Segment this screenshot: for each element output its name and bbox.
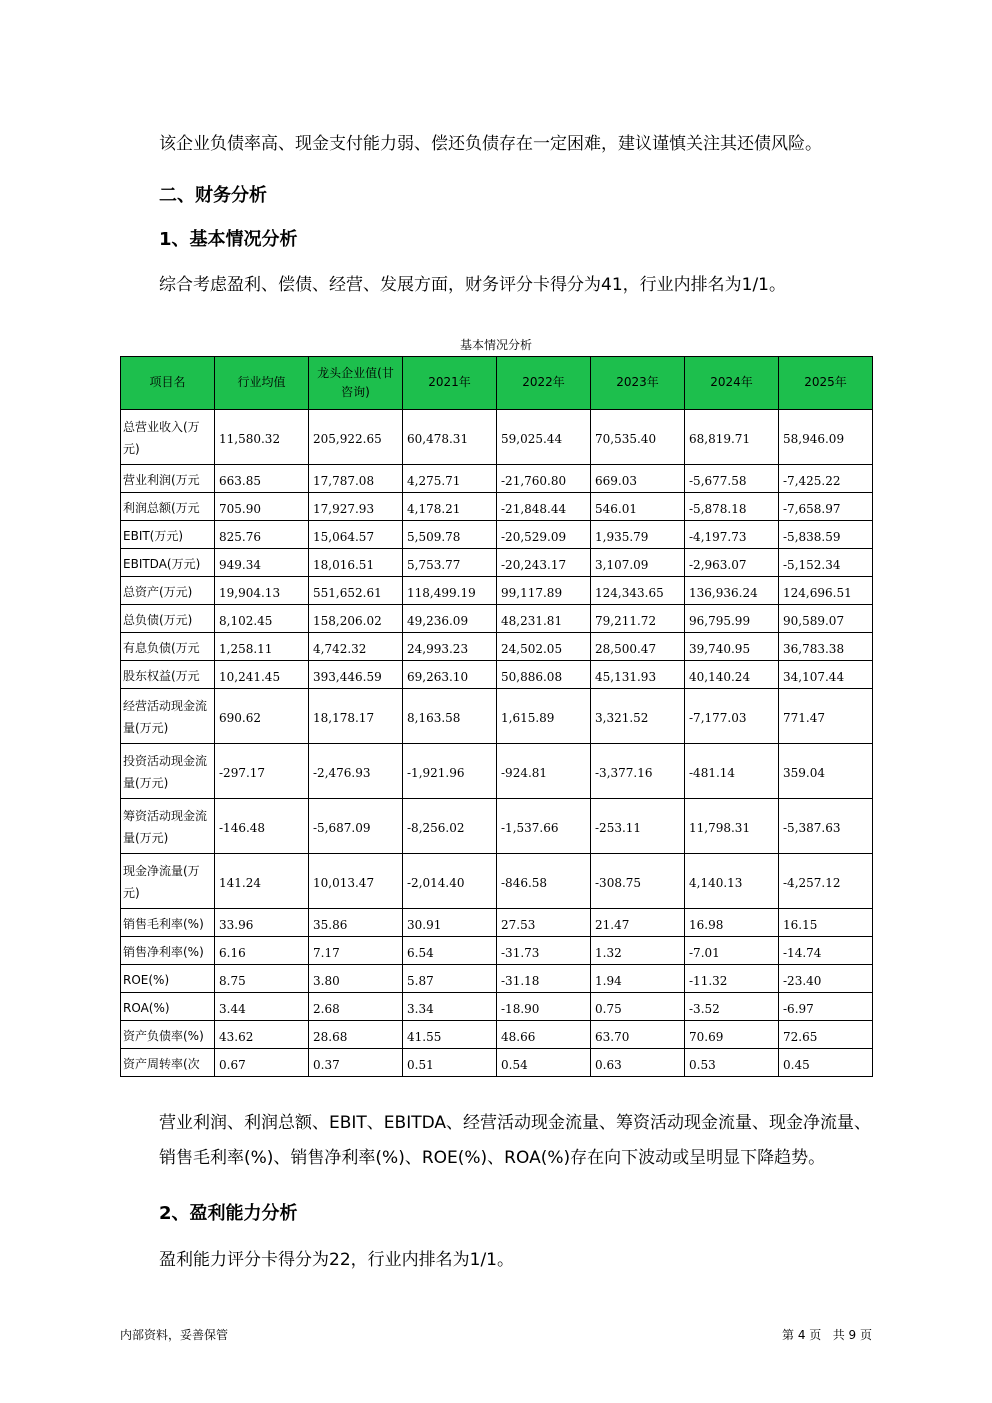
table-cell: 2.68	[309, 993, 403, 1021]
column-header: 2021年	[403, 357, 497, 410]
table-cell: 59,025.44	[497, 410, 591, 465]
table-cell: -3,377.16	[591, 744, 685, 799]
table-cell: 10,013.47	[309, 854, 403, 909]
table-cell: 28,500.47	[591, 633, 685, 661]
table-row	[121, 1021, 873, 1049]
table-row	[121, 410, 873, 465]
table-cell: -5,677.58	[685, 465, 779, 493]
table-cell: 669.03	[591, 465, 685, 493]
table-cell: 60,478.31	[403, 410, 497, 465]
table-caption: 基本情况分析	[459, 338, 532, 352]
table-cell: 58,946.09	[779, 410, 873, 465]
table-cell: 705.90	[215, 493, 309, 521]
table-cell: -7,177.03	[685, 689, 779, 744]
table-cell: 39,740.95	[685, 633, 779, 661]
table-cell: 28.68	[309, 1021, 403, 1049]
table-cell: -5,152.34	[779, 549, 873, 577]
table-header-row	[121, 357, 873, 410]
table-cell: 5.87	[403, 965, 497, 993]
column-header: 龙头企业值(甘咨询)	[309, 357, 403, 410]
table-cell: 24,993.23	[403, 633, 497, 661]
table-cell: 551,652.61	[309, 577, 403, 605]
table-cell: 546.01	[591, 493, 685, 521]
table-cell: 7.17	[309, 937, 403, 965]
table-row	[121, 854, 873, 909]
table-row	[121, 493, 873, 521]
row-label: 资产周转率(次	[121, 1049, 215, 1077]
table-cell: 50,886.08	[497, 661, 591, 689]
table-cell: 0.51	[403, 1049, 497, 1077]
table-cell: 19,904.13	[215, 577, 309, 605]
table-cell: 10,241.45	[215, 661, 309, 689]
table-cell: 36,783.38	[779, 633, 873, 661]
table-cell: 124,343.65	[591, 577, 685, 605]
table-cell: 41.55	[403, 1021, 497, 1049]
table-cell: -7.01	[685, 937, 779, 965]
table-cell: 3.34	[403, 993, 497, 1021]
table-row	[121, 577, 873, 605]
table-cell: 17,787.08	[309, 465, 403, 493]
table-cell: -3.52	[685, 993, 779, 1021]
row-label: 销售净利率(%)	[121, 937, 215, 965]
column-header: 2023年	[591, 357, 685, 410]
table-cell: -924.81	[497, 744, 591, 799]
row-label: 投资活动现金流量(万元)	[121, 744, 215, 799]
table-cell: 205,922.65	[309, 410, 403, 465]
table-cell: -481.14	[685, 744, 779, 799]
row-label: 筹资活动现金流量(万元)	[121, 799, 215, 854]
table-cell: 33.96	[215, 909, 309, 937]
table-cell: 949.34	[215, 549, 309, 577]
table-cell: 11,798.31	[685, 799, 779, 854]
row-label: 总营业收入(万元)	[121, 410, 215, 465]
table-cell: -2,014.40	[403, 854, 497, 909]
table-cell: 1.32	[591, 937, 685, 965]
table-cell: 5,509.78	[403, 521, 497, 549]
table-cell: 70,535.40	[591, 410, 685, 465]
table-cell: 690.62	[215, 689, 309, 744]
table-row	[121, 465, 873, 493]
table-cell: 16.15	[779, 909, 873, 937]
table-cell: 0.45	[779, 1049, 873, 1077]
table-cell: -4,197.73	[685, 521, 779, 549]
table-cell: 69,263.10	[403, 661, 497, 689]
table-cell: 48,231.81	[497, 605, 591, 633]
table-cell: 49,236.09	[403, 605, 497, 633]
table-cell: -31.73	[497, 937, 591, 965]
table-cell: 4,140.13	[685, 854, 779, 909]
row-label: 经营活动现金流量(万元)	[121, 689, 215, 744]
table-cell: -308.75	[591, 854, 685, 909]
table-cell: -7,425.22	[779, 465, 873, 493]
table-cell: 68,819.71	[685, 410, 779, 465]
table-cell: -5,838.59	[779, 521, 873, 549]
table-cell: 72.65	[779, 1021, 873, 1049]
table-row	[121, 689, 873, 744]
table-cell: 16.98	[685, 909, 779, 937]
row-label: 利润总额(万元	[121, 493, 215, 521]
table-cell: 99,117.89	[497, 577, 591, 605]
table-cell: -7,658.97	[779, 493, 873, 521]
subsection-title-profit: 2、盈利能力分析	[159, 1203, 298, 1224]
table-cell: -14.74	[779, 937, 873, 965]
table-cell: 6.54	[403, 937, 497, 965]
table-row	[121, 661, 873, 689]
table-cell: -6.97	[779, 993, 873, 1021]
page-number: 第 4 页 共 9 页	[782, 1328, 872, 1342]
table-row	[121, 521, 873, 549]
table-cell: 0.54	[497, 1049, 591, 1077]
table-cell: 0.75	[591, 993, 685, 1021]
column-header: 行业均值	[215, 357, 309, 410]
table-cell: 11,580.32	[215, 410, 309, 465]
row-label: EBITDA(万元)	[121, 549, 215, 577]
table-cell: 1,615.89	[497, 689, 591, 744]
table-cell: 1,935.79	[591, 521, 685, 549]
table-cell: -1,537.66	[497, 799, 591, 854]
table-cell: 90,589.07	[779, 605, 873, 633]
table-cell: -4,257.12	[779, 854, 873, 909]
table-row	[121, 965, 873, 993]
table-cell: 4,742.32	[309, 633, 403, 661]
table-cell: 30.91	[403, 909, 497, 937]
table-cell: 118,499.19	[403, 577, 497, 605]
table-cell: 0.67	[215, 1049, 309, 1077]
table-row	[121, 909, 873, 937]
table-cell: 8,163.58	[403, 689, 497, 744]
footer-note: 内部资料，妥善保管	[120, 1328, 229, 1342]
table-cell: 4,178.21	[403, 493, 497, 521]
table-cell: -31.18	[497, 965, 591, 993]
table-body	[121, 410, 873, 1077]
table-cell: 0.53	[685, 1049, 779, 1077]
row-label: 现金净流量(万元)	[121, 854, 215, 909]
table-row	[121, 799, 873, 854]
table-row	[121, 937, 873, 965]
table-row	[121, 605, 873, 633]
table-cell: 21.47	[591, 909, 685, 937]
table-cell: -5,387.63	[779, 799, 873, 854]
table-cell: 5,753.77	[403, 549, 497, 577]
column-header: 2025年	[779, 357, 873, 410]
table-cell: 3.44	[215, 993, 309, 1021]
section-title: 二、财务分析	[159, 185, 267, 206]
column-header: 项目名	[121, 357, 215, 410]
row-label: ROE(%)	[121, 965, 215, 993]
table-cell: 18,016.51	[309, 549, 403, 577]
table-cell: 141.24	[215, 854, 309, 909]
row-label: 总负债(万元)	[121, 605, 215, 633]
table-cell: 45,131.93	[591, 661, 685, 689]
table-cell: 70.69	[685, 1021, 779, 1049]
table-cell: 1.94	[591, 965, 685, 993]
table-cell: 825.76	[215, 521, 309, 549]
table-cell: 24,502.05	[497, 633, 591, 661]
table-cell: -1,921.96	[403, 744, 497, 799]
table-cell: -20,243.17	[497, 549, 591, 577]
table-cell: -5,878.18	[685, 493, 779, 521]
table-cell: 663.85	[215, 465, 309, 493]
table-cell: -20,529.09	[497, 521, 591, 549]
table-cell: 359.04	[779, 744, 873, 799]
column-header: 2022年	[497, 357, 591, 410]
table-cell: 3.80	[309, 965, 403, 993]
table-row	[121, 993, 873, 1021]
basic-analysis-table	[120, 356, 873, 1077]
table-cell: 96,795.99	[685, 605, 779, 633]
table-cell: -5,687.09	[309, 799, 403, 854]
row-label: 股东权益(万元	[121, 661, 215, 689]
table-cell: -18.90	[497, 993, 591, 1021]
table-cell: 4,275.71	[403, 465, 497, 493]
table-cell: 771.47	[779, 689, 873, 744]
table-cell: 34,107.44	[779, 661, 873, 689]
row-label: 营业利润(万元	[121, 465, 215, 493]
table-cell: 0.37	[309, 1049, 403, 1077]
table-row	[121, 549, 873, 577]
row-label: ROA(%)	[121, 993, 215, 1021]
table-cell: 8,102.45	[215, 605, 309, 633]
table-cell: -297.17	[215, 744, 309, 799]
row-label: 总资产(万元)	[121, 577, 215, 605]
table-cell: 43.62	[215, 1021, 309, 1049]
table-row	[121, 633, 873, 661]
table-cell: 158,206.02	[309, 605, 403, 633]
table-cell: 3,321.52	[591, 689, 685, 744]
table-row	[121, 1049, 873, 1077]
table-cell: -11.32	[685, 965, 779, 993]
table-cell: 35.86	[309, 909, 403, 937]
table-cell: 6.16	[215, 937, 309, 965]
table-cell: -21,760.80	[497, 465, 591, 493]
table-cell: 124,696.51	[779, 577, 873, 605]
row-label: 有息负债(万元	[121, 633, 215, 661]
basic-summary-paragraph: 综合考虑盈利、偿债、经营、发展方面，财务评分卡得分为41，行业内排名为1/1。	[159, 275, 786, 295]
table-cell: -146.48	[215, 799, 309, 854]
table-cell: -2,476.93	[309, 744, 403, 799]
table-cell: 3,107.09	[591, 549, 685, 577]
subsection-title-basic: 1、基本情况分析	[159, 229, 298, 250]
table-cell: -21,848.44	[497, 493, 591, 521]
profit-summary-paragraph: 盈利能力评分卡得分为22，行业内排名为1/1。	[159, 1250, 514, 1270]
table-cell: 63.70	[591, 1021, 685, 1049]
table-cell: -253.11	[591, 799, 685, 854]
trend-paragraph: 营业利润、利润总额、EBIT、EBITDA、经营活动现金流量、筹资活动现金流量、现金净流量、销售毛利率(%)、销售净利率(%)、ROE(%)、ROA(%)存在向下波动或呈明显下降趋势。	[159, 1113, 872, 1168]
table-cell: -23.40	[779, 965, 873, 993]
table-cell: -2,963.07	[685, 549, 779, 577]
table-cell: 15,064.57	[309, 521, 403, 549]
table-cell: 18,178.17	[309, 689, 403, 744]
intro-paragraph: 该企业负债率高、现金支付能力弱、偿还负债存在一定困难，建议谨慎关注其还债风险。	[159, 134, 822, 154]
table-cell: 40,140.24	[685, 661, 779, 689]
table-cell: 17,927.93	[309, 493, 403, 521]
table-cell: 48.66	[497, 1021, 591, 1049]
row-label: 资产负债率(%)	[121, 1021, 215, 1049]
table-cell: 1,258.11	[215, 633, 309, 661]
table-cell: -8,256.02	[403, 799, 497, 854]
row-label: EBIT(万元)	[121, 521, 215, 549]
table-cell: 27.53	[497, 909, 591, 937]
column-header: 2024年	[685, 357, 779, 410]
table-cell: 393,446.59	[309, 661, 403, 689]
table-cell: 8.75	[215, 965, 309, 993]
table-cell: 79,211.72	[591, 605, 685, 633]
table-cell: -846.58	[497, 854, 591, 909]
table-row	[121, 744, 873, 799]
table-cell: 0.63	[591, 1049, 685, 1077]
row-label: 销售毛利率(%)	[121, 909, 215, 937]
table-cell: 136,936.24	[685, 577, 779, 605]
